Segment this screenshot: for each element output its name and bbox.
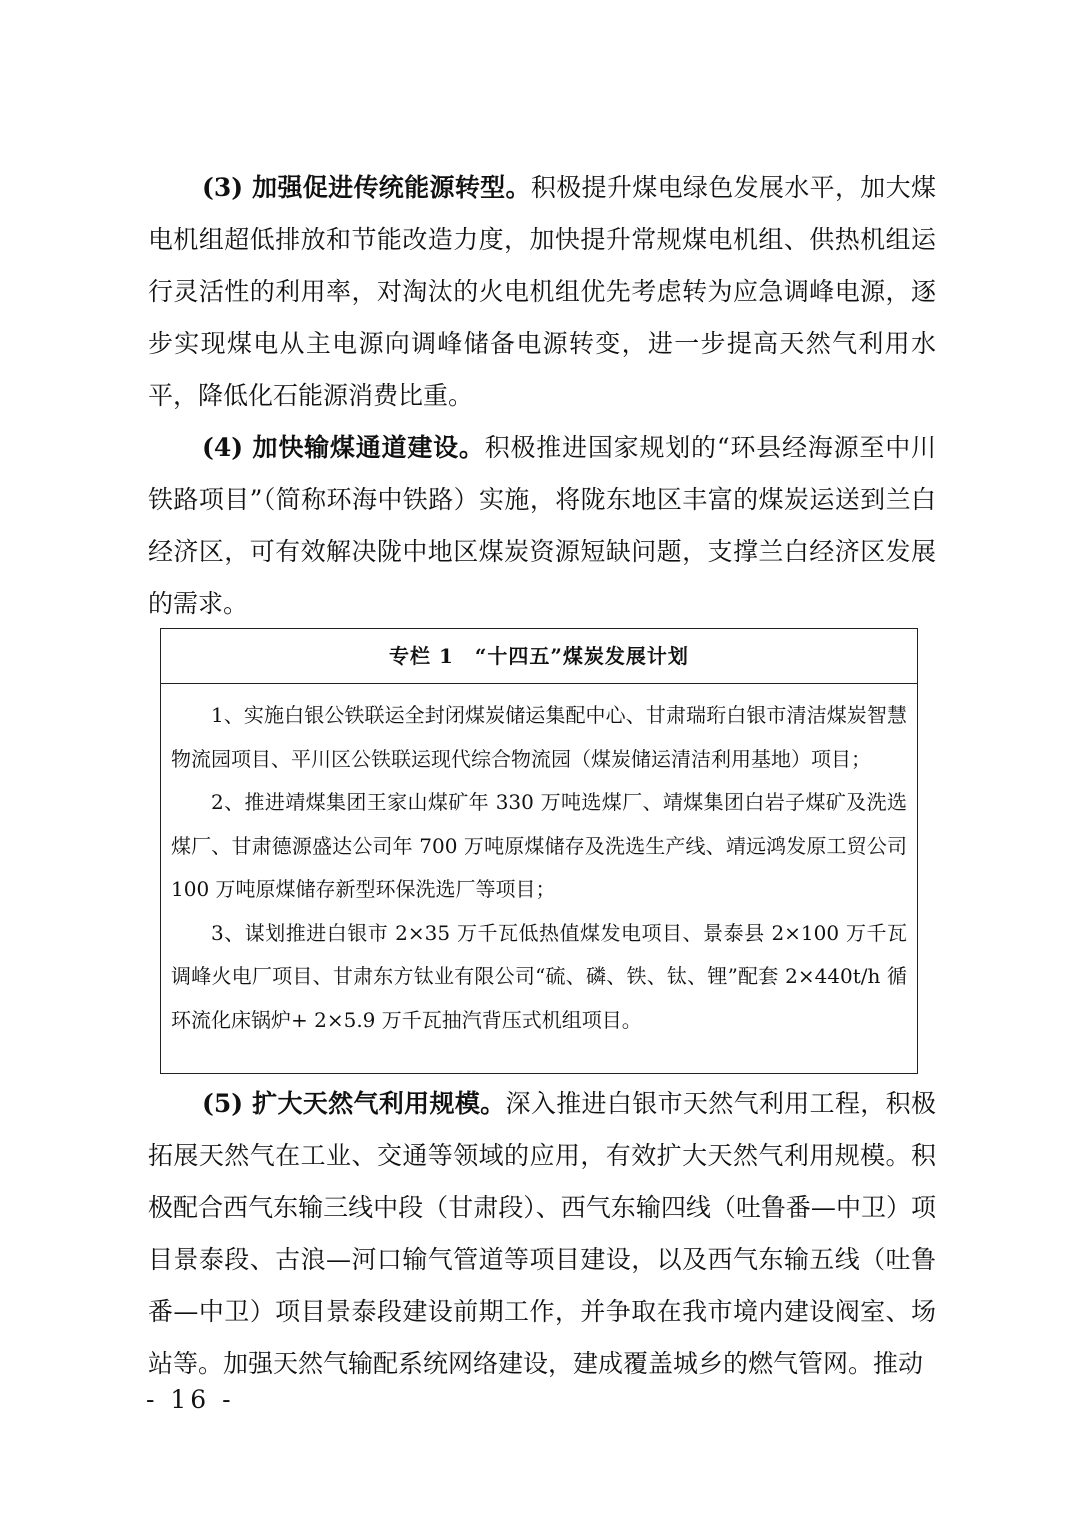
paragraph-3-body: 积极提升煤电绿色发展水平，加大煤电机组超低排放和节能改造力度，加快提升常规煤电机组、供热机组运行灵活性的利用率，对淘汰的火电机组优先考虑转为应急调峰电源，逐步实现煤电从主电源向调峰储备电源转变，进一步提高天然气利用水平，降低化石能源消费比重。: [148, 173, 936, 410]
sidebar-box-item-text: 1、实施白银公铁联运全封闭煤炭储运集配中心、甘肃瑞珩白银市清洁煤炭智慧物流园项目、平川区公铁联运现代综合物流园（煤炭储运清洁利用基地）项目；: [171, 703, 907, 771]
paragraph-5-body: 深入推进白银市天然气利用工程，积极拓展天然气在工业、交通等领域的应用，有效扩大天然气利用规模。积极配合西气东输三线中段（甘肃段）、西气东输四线（吐鲁番—中卫）项目景泰段、古浪—河口输气管道等项目建设，以及西气东输五线（吐鲁番—中卫）项目景泰段建设前期工作，并争取在我市境内建设阀室、场站等。加强天然气输配系统网络建设，建成覆盖城乡的燃气管网。推动: [148, 1089, 936, 1378]
paragraph-5: [148, 1078, 936, 1390]
paragraph-4: [148, 422, 936, 630]
paragraph-5-heading: (5) 扩大天然气利用规模。: [202, 1089, 506, 1118]
paragraph-3: [148, 162, 936, 422]
sidebar-box-item-text: 2、推进靖煤集团王家山煤矿年 330 万吨选煤厂、靖煤集团白岩子煤矿及洗选煤厂、甘肃德源盛达公司年 700 万吨原煤储存及洗选生产线、靖远鸿发原工贸公司 100 万吨原煤储存新型环保洗选厂等项目；: [171, 790, 907, 901]
sidebar-box: [160, 628, 918, 1074]
sidebar-box-title: 专栏 1 “十四五”煤炭发展计划: [161, 629, 917, 684]
sidebar-box-item-text: 3、谋划推进白银市 2×35 万千瓦低热值煤发电项目、景泰县 2×100 万千瓦调峰火电厂项目、甘肃东方钛业有限公司“硫、磷、铁、钛、锂”配套 2×440t/h 循环流化床锅炉+ 2×5.9 万千瓦抽汽背压式机组项目。: [171, 920, 907, 1032]
sidebar-box-item: [171, 912, 907, 1043]
sidebar-box-body: [161, 684, 917, 1042]
paragraph-3-heading: (3) 加强促进传统能源转型。: [202, 173, 531, 202]
paragraph-4-heading: (4) 加快输煤通道建设。: [202, 433, 485, 462]
sidebar-box-item: [171, 694, 907, 781]
paragraph-4-body: 积极推进国家规划的“环县经海源至中川铁路项目”（简称环海中铁路）实施，将陇东地区丰富的煤炭运送到兰白经济区，可有效解决陇中地区煤炭资源短缺问题，支撑兰白经济区发展的需求。: [148, 433, 936, 618]
sidebar-box-item: [171, 781, 907, 912]
page-number: - 16 -: [146, 1385, 235, 1414]
